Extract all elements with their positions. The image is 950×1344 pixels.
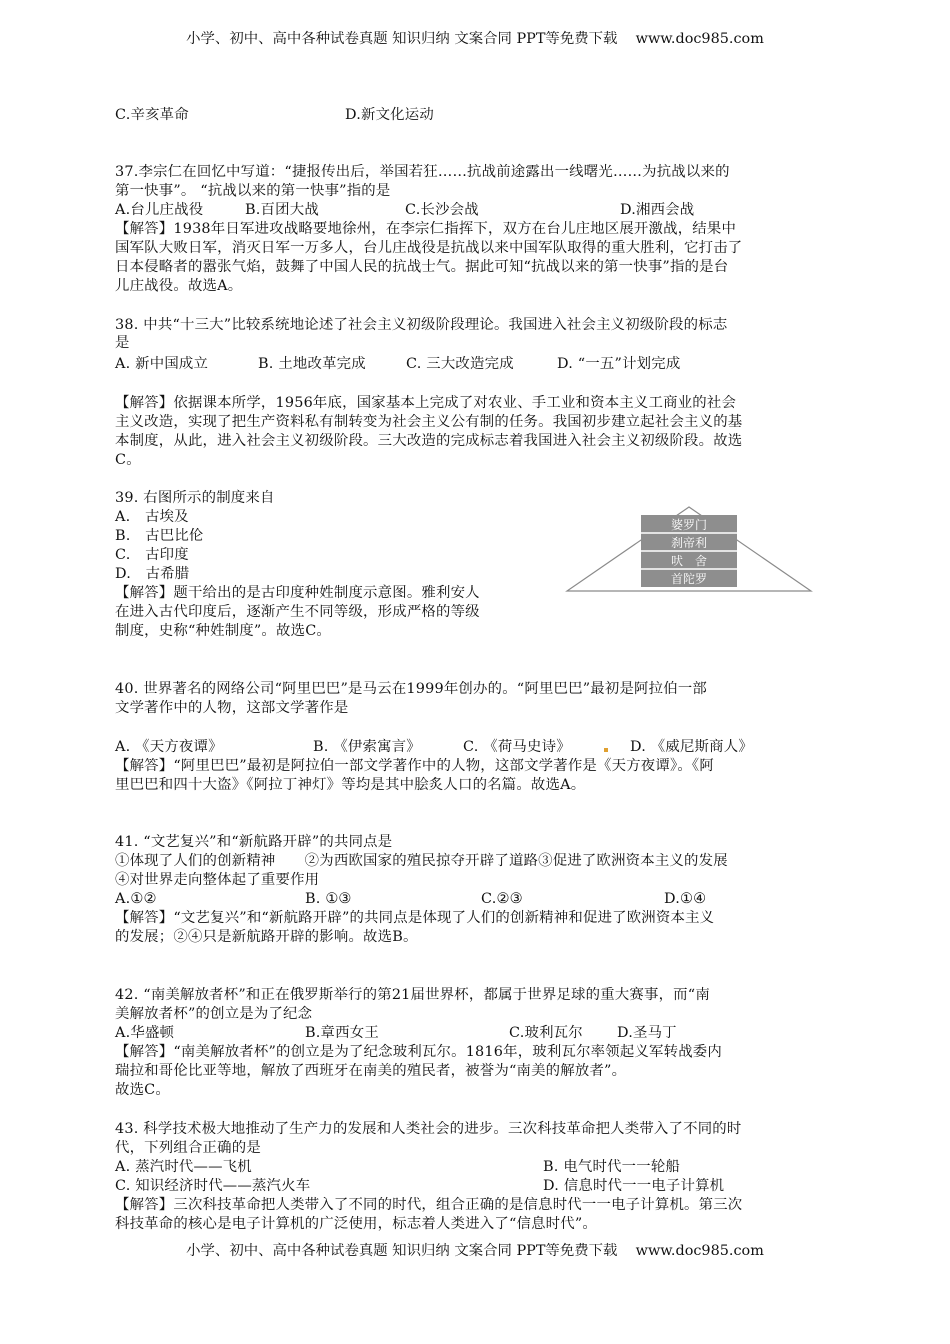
q42-answer-line-1: 【解答】“南美解放者杯”的创立是为了纪念玻利瓦尔。1816年，玻利瓦尔率领起义军转战委内 xyxy=(115,1044,722,1060)
caste-shudra-label: 首陀罗 xyxy=(670,572,708,586)
q41-stem-line-1: 41. “文艺复兴”和“新航路开辟”的共同点是 xyxy=(115,834,393,850)
q42-option-b: B.章西女王 xyxy=(305,1025,379,1041)
q38-option-a: A. 新中国成立 xyxy=(115,356,209,372)
q37-answer-line-4: 儿庄战役。故选A。 xyxy=(115,278,243,294)
q41-stem-line-2: ①体现了人们的创新精神 ②为西欧国家的殖民掠夺开辟了道路③促进了欧洲资本主义的发展 xyxy=(115,853,728,869)
q40-option-d: D. 《威尼斯商人》 xyxy=(630,739,753,755)
q39-option-c: C. 古印度 xyxy=(115,547,189,563)
q37-answer-line-3: 日本侵略者的嚣张气焰，鼓舞了中国人民的抗战士气。据此可知“抗战以来的第一快事”指的是台 xyxy=(115,259,729,275)
caste-kshatriya-label: 刹帝利 xyxy=(670,536,708,550)
q37-option-a: A.台儿庄战役 xyxy=(115,202,204,218)
page-footer: 小学、初中、高中各种试卷真题 知识归纳 文案合同 PPT等免费下载 www.doc985.com xyxy=(186,1243,764,1259)
q43-option-c: C. 知识经济时代——蒸汽火车 xyxy=(115,1178,311,1194)
q38-answer-line-2: 主义改造，实现了把生产资料私有制转变为社会主义公有制的任务。我国初步建立起社会主义的基 xyxy=(115,414,743,430)
q37-stem-line-1: 37.李宗仁在回忆中写道：“捷报传出后，举国若狂……抗战前途露出一线曙光……为抗战以来的 xyxy=(115,164,730,180)
q38-option-b: B. 土地改革完成 xyxy=(258,356,366,372)
q38-option-c: C. 三大改造完成 xyxy=(406,356,514,372)
prev-option-d: D.新文化运动 xyxy=(345,107,434,123)
q41-stem-line-3: ④对世界走向整体起了重要作用 xyxy=(115,872,320,888)
q40-option-b: B. 《伊索寓言》 xyxy=(313,739,421,755)
q43-answer-line-1: 【解答】三次科技革命把人类带入了不同的时代，组合正确的是信息时代一一电子计算机。第三次 xyxy=(115,1197,743,1213)
q42-option-d: D.圣马丁 xyxy=(617,1025,677,1041)
q38-stem-line-2: 是 xyxy=(115,335,130,351)
q41-option-d: D.①④ xyxy=(664,891,707,907)
q39-answer-line-3: 制度，史称“种姓制度”。故选C。 xyxy=(115,623,332,639)
q43-answer-line-2: 科技革命的核心是电子计算机的广泛使用，标志着人类进入了“信息时代”。 xyxy=(115,1216,598,1232)
q38-stem-line-1: 38. 中共“十三大”比较系统地论述了社会主义初级阶段理论。我国进入社会主义初级阶段的标志 xyxy=(115,317,728,333)
q40-stem-line-2: 文学著作中的人物，这部文学著作是 xyxy=(115,700,349,716)
q42-option-c: C.玻利瓦尔 xyxy=(509,1025,583,1041)
q43-stem-line-1: 43. 科学技术极大地推动了生产力的发展和人类社会的进步。三次科技革命把人类带入了不同的时 xyxy=(115,1121,742,1137)
q41-option-c: C.②③ xyxy=(481,891,523,907)
q39-answer-line-1: 【解答】题干给出的是古印度种姓制度示意图。雅利安人 xyxy=(115,585,480,601)
caste-pyramid-figure xyxy=(565,505,813,593)
q41-option-a: A.①② xyxy=(115,891,157,907)
q39-option-b: B. 古巴比伦 xyxy=(115,528,204,544)
q41-answer-line-1: 【解答】“文艺复兴”和“新航路开辟”的共同点是体现了人们的创新精神和促进了欧洲资本主义 xyxy=(115,910,715,926)
q43-option-d: D. 信息时代一一电子计算机 xyxy=(543,1178,725,1194)
q43-option-a: A. 蒸汽时代——飞机 xyxy=(115,1159,252,1175)
q42-answer-line-2: 瑞拉和哥伦比亚等地，解放了西班牙在南美的殖民者，被誉为“南美的解放者”。 xyxy=(115,1063,627,1079)
q42-stem-line-1: 42. “南美解放者杯”和正在俄罗斯举行的第21届世界杯，都属于世界足球的重大赛事，而“南 xyxy=(115,987,710,1003)
q43-option-b: B. 电气时代一一轮船 xyxy=(543,1159,681,1175)
caste-vaishya-label: 吠 舍 xyxy=(670,554,708,568)
q40-option-c: C. 《荷马史诗》 xyxy=(463,739,571,755)
page-header: 小学、初中、高中各种试卷真题 知识归纳 文案合同 PPT等免费下载 www.doc985.com xyxy=(186,31,764,47)
prev-option-c: C.辛亥革命 xyxy=(115,107,189,123)
q39-answer-line-2: 在进入古代印度后，逐渐产生不同等级，形成严格的等级 xyxy=(115,604,480,620)
q37-option-c: C.长沙会战 xyxy=(405,202,479,218)
q37-answer-line-2: 国军队大败日军，消灭日军一万多人，台儿庄战役是抗战以来中国军队取得的重大胜利，它打击了 xyxy=(115,240,743,256)
q41-option-b: B. ①③ xyxy=(305,891,352,907)
q41-answer-line-2: 的发展；②④只是新航路开辟的影响。故选B。 xyxy=(115,929,418,945)
q38-option-d: D. “一五”计划完成 xyxy=(557,356,681,372)
q40-answer-line-1: 【解答】“阿里巴巴”最初是阿拉伯一部文学著作中的人物，这部文学著作是《天方夜谭》。《阿 xyxy=(115,758,714,774)
q37-answer-line-1: 【解答】1938年日军进攻战略要地徐州，在李宗仁指挥下，双方在台儿庄地区展开激战，结果中 xyxy=(115,221,737,237)
q37-option-d: D.湘西会战 xyxy=(620,202,695,218)
q38-answer-line-3: 本制度，从此，进入社会主义初级阶段。三大改造的完成标志着我国进入社会主义初级阶段。故选 xyxy=(115,433,743,449)
q38-answer-line-4: C。 xyxy=(115,452,141,468)
q40-stem-line-1: 40. 世界著名的网络公司“阿里巴巴”是马云在1999年创办的。“阿里巴巴”最初是阿拉伯一部 xyxy=(115,681,707,697)
q40-option-a: A. 《天方夜谭》 xyxy=(115,739,223,755)
caste-pyramid-svg xyxy=(565,505,813,593)
q40-answer-line-2: 里巴巴和四十大盗》《阿拉丁神灯》等均是其中脍炙人口的名篇。故选A。 xyxy=(115,777,586,793)
q42-option-a: A.华盛顿 xyxy=(115,1025,175,1041)
q42-answer-line-3: 故选C。 xyxy=(115,1082,170,1098)
orange-mark xyxy=(604,748,608,752)
q42-stem-line-2: 美解放者杯”的创立是为了纪念 xyxy=(115,1006,313,1022)
q43-stem-line-2: 代，下列组合正确的是 xyxy=(115,1140,261,1156)
q37-stem-line-2: 第一快事”。 “抗战以来的第一快事”指的是 xyxy=(115,183,391,199)
q37-option-b: B.百团大战 xyxy=(245,202,319,218)
q38-answer-line-1: 【解答】依据课本所学，1956年底，国家基本上完成了对农业、手工业和资本主义工商业的社会 xyxy=(115,395,737,411)
q39-stem: 39. 右图所示的制度来自 xyxy=(115,490,275,506)
q39-option-a: A. 古埃及 xyxy=(115,509,189,525)
q39-option-d: D. 古希腊 xyxy=(115,566,190,582)
caste-brahmin-label: 婆罗门 xyxy=(670,518,708,532)
